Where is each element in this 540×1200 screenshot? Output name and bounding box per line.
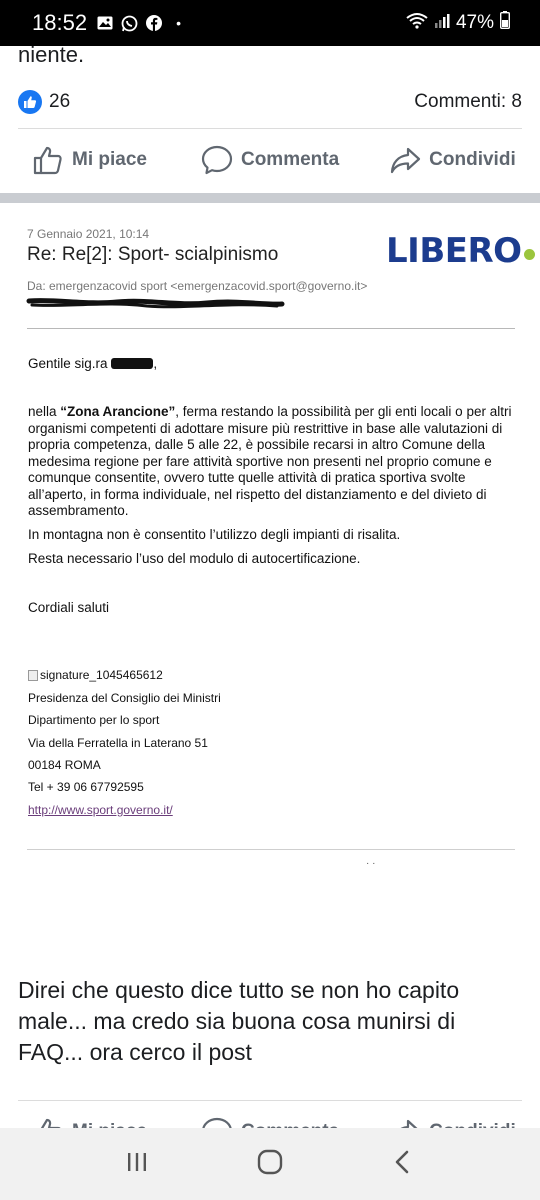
- divider: [18, 1100, 522, 1101]
- share-icon: [389, 144, 421, 176]
- email-date: 7 Gennaio 2021, 10:14: [27, 227, 150, 241]
- redaction-scribble: [27, 295, 287, 311]
- comment-icon: [201, 144, 233, 176]
- signature-line: Presidenza del Consiglio dei Ministri: [28, 691, 221, 705]
- libero-logo: [386, 231, 535, 271]
- battery-percent: 47%: [455, 12, 494, 33]
- comments-count[interactable]: Commenti: 8: [414, 91, 522, 112]
- navigation-bar: [0, 1128, 540, 1200]
- trailing-dots: · ·: [366, 858, 376, 869]
- section-separator: [0, 193, 540, 203]
- like-reaction-icon: [18, 90, 42, 114]
- thumbs-up-icon: [32, 144, 64, 176]
- email-paragraph-3: Resta necessario l’uso del modulo di autocertificazione.: [28, 551, 361, 566]
- post-actions: [0, 130, 540, 190]
- email-subject: Re: Re[2]: Sport- scialpinismo: [27, 244, 279, 265]
- post-actions-partial: [0, 1100, 540, 1128]
- reactions-row[interactable]: [18, 88, 522, 116]
- recent-apps-button[interactable]: [107, 1134, 167, 1194]
- redacted-name: [111, 358, 153, 369]
- signature-line: 00184 ROMA: [28, 758, 101, 772]
- home-icon: [257, 1149, 283, 1180]
- facebook-icon: [146, 15, 162, 31]
- para1-bold: “Zona Arancione”: [60, 404, 176, 419]
- post-text: Direi che questo dice tutto se non ho capito male... ma credo sia buona cosa munirsi di FAQ... ora cerco il post: [18, 977, 460, 1065]
- signature-link[interactable]: http://www.sport.governo.it/: [28, 803, 173, 817]
- email-divider: [27, 328, 515, 329]
- notification-dot: •: [176, 15, 181, 31]
- back-icon: [391, 1150, 415, 1179]
- share-button[interactable]: [389, 144, 516, 176]
- para1-end: , ferma restando la possibilità per gli enti locali o per altri organismi competenti di adottare misure più restrittive in base alle valutazioni di propria competenza, dalle 5 alle 22, è possibile recarsi in altro Comune della medesima regione per fare attività sportive non presenti nel proprio comune e comunque consentite, ovvero tutte quelle attività di pratica sportiva svolte all’aperto, in forma individuale, nel rispetto del distanziamento e del divieto di assembramento.: [28, 404, 512, 518]
- back-button[interactable]: [373, 1134, 433, 1194]
- post-text-ending: niente.: [18, 42, 85, 67]
- like-button[interactable]: [32, 144, 147, 176]
- para1-start: nella: [28, 404, 61, 419]
- signature-line: Via della Ferratella in Laterano 51: [28, 736, 208, 750]
- email-divider-bottom: [27, 849, 515, 850]
- recent-apps-icon: [125, 1150, 149, 1179]
- signature-image: [28, 668, 163, 682]
- whatsapp-icon: [121, 15, 138, 32]
- reaction-count: 26: [49, 91, 71, 112]
- broken-image-icon: [28, 670, 38, 681]
- wifi-icon: [406, 12, 428, 35]
- divider: [18, 128, 522, 129]
- like-label: Mi piace: [72, 149, 147, 170]
- comment-button[interactable]: [201, 144, 339, 176]
- email-from: Da: emergenzacovid sport <emergenzacovid.sport@governo.it>: [27, 279, 368, 293]
- email-screenshot[interactable]: [0, 203, 540, 955]
- email-paragraph-2: In montagna non è consentito l’utilizzo degli impianti di risalita.: [28, 527, 401, 542]
- email-greeting: Gentile sig.ra ,: [28, 356, 158, 371]
- email-closing: Cordiali saluti: [28, 600, 110, 615]
- gallery-icon: [97, 16, 113, 30]
- status-bar: [0, 0, 540, 46]
- email-paragraph-1: [28, 404, 516, 520]
- home-button[interactable]: [240, 1134, 300, 1194]
- greeting-text: Gentile sig.ra: [28, 356, 108, 371]
- signature-line: Dipartimento per lo sport: [28, 713, 160, 727]
- share-label: Condividi: [429, 149, 516, 170]
- comment-label: Commenta: [240, 149, 340, 170]
- signature-line: Tel + 39 06 67792595: [28, 780, 144, 794]
- battery-icon: [500, 11, 510, 35]
- libero-logo-text: LIBERO: [386, 231, 522, 271]
- signature-alt-text: signature_1045465612: [40, 668, 163, 682]
- signal-icon: [434, 12, 450, 34]
- status-time: 18:52: [32, 10, 88, 35]
- libero-dot: [524, 249, 535, 260]
